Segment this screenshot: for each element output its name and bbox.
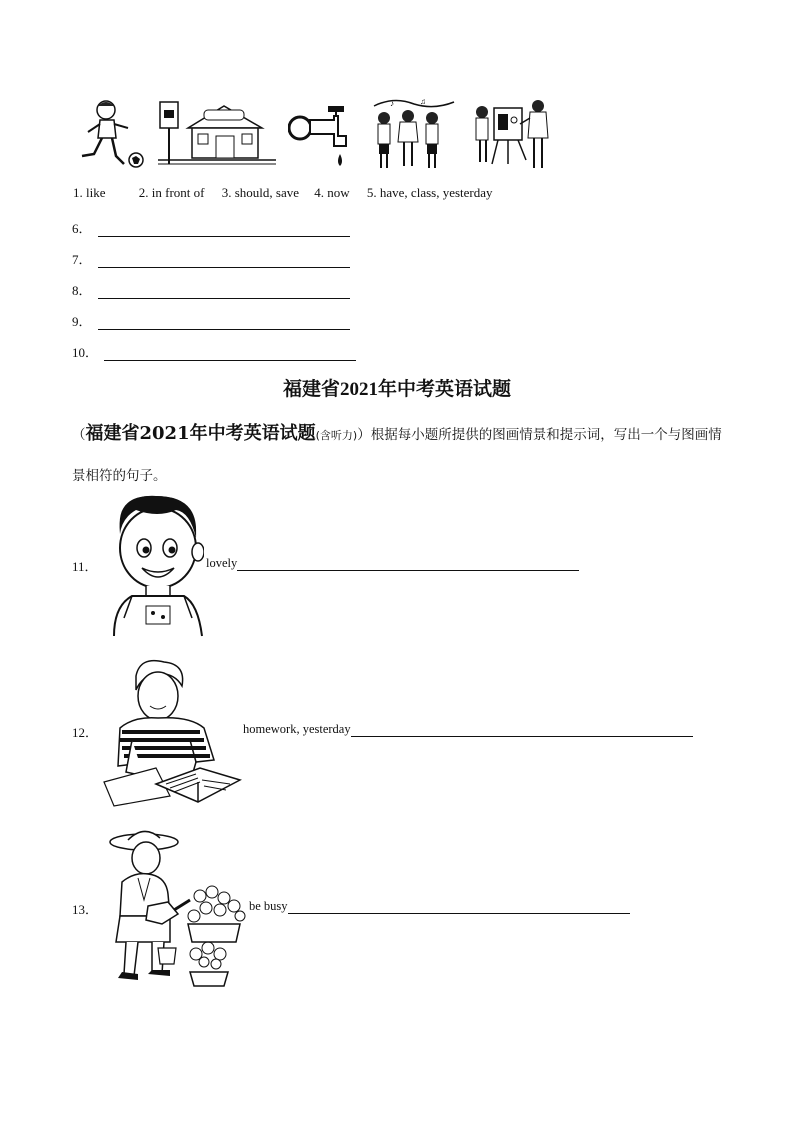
answer-number: 8． [72, 283, 92, 298]
answer-blank[interactable] [104, 346, 356, 361]
answer-line-10[interactable] [72, 342, 356, 361]
svg-text:♫: ♫ [420, 97, 426, 106]
hint-3: 3. should, save [221, 185, 299, 200]
answer-number: 10． [72, 345, 99, 360]
question-13-answer[interactable] [249, 899, 630, 914]
hint-words-row [73, 185, 507, 201]
answer-blank[interactable] [98, 222, 350, 237]
question-number: 12． [72, 725, 99, 740]
children-singing-icon [370, 96, 456, 172]
answer-number: 6． [72, 221, 92, 236]
answer-line-8[interactable] [72, 280, 350, 299]
boy-soccer-icon [76, 98, 146, 170]
instruction-text [72, 414, 732, 496]
smiling-boy-icon [106, 490, 204, 638]
answer-number: 7． [72, 252, 92, 267]
question-hint: be busy [249, 899, 288, 913]
question-13 [72, 899, 98, 919]
children-painting-icon [472, 98, 552, 174]
hint-1: 1. like [73, 185, 106, 200]
answer-blank[interactable] [98, 284, 350, 299]
answer-blank[interactable] [98, 315, 350, 330]
library-bus-stop-icon [158, 98, 278, 170]
gardener-watering-icon [108, 824, 250, 988]
answer-line-6[interactable] [72, 218, 350, 237]
answer-blank[interactable] [237, 556, 579, 571]
instruction-open: （ [72, 427, 86, 443]
question-hint: lovely [206, 556, 238, 570]
answer-number: 9． [72, 314, 92, 329]
answer-blank[interactable] [288, 899, 630, 914]
question-11 [72, 556, 98, 575]
answer-line-7[interactable] [72, 249, 350, 268]
question-number: 13． [72, 902, 99, 917]
question-11-answer[interactable] [206, 556, 579, 571]
hint-4: 4. now [314, 185, 350, 200]
answer-blank[interactable] [98, 253, 350, 268]
question-12 [72, 722, 98, 742]
dripping-tap-icon [288, 102, 358, 172]
instruction-note: (含听力) [315, 429, 358, 442]
question-number: 11． [72, 559, 98, 574]
instruction-source: 福建省2021年中考英语试题 [85, 423, 316, 444]
boy-writing-icon [100, 656, 244, 808]
answer-blank[interactable] [351, 722, 693, 737]
question-12-answer[interactable] [243, 722, 693, 737]
instruction-body: ）根据每小题所提供的图画情景和提示词，写出一个与图画情景相符的句子。 [72, 427, 722, 484]
svg-text:♪: ♪ [390, 99, 394, 108]
hint-5: 5. have, class, yesterday [366, 185, 493, 200]
section-title: 福建省2021年中考英语试题 [282, 379, 511, 400]
hint-2: 2. in front of [138, 185, 205, 200]
answer-line-9[interactable] [72, 311, 350, 330]
question-hint: homework, yesterday [243, 722, 351, 736]
